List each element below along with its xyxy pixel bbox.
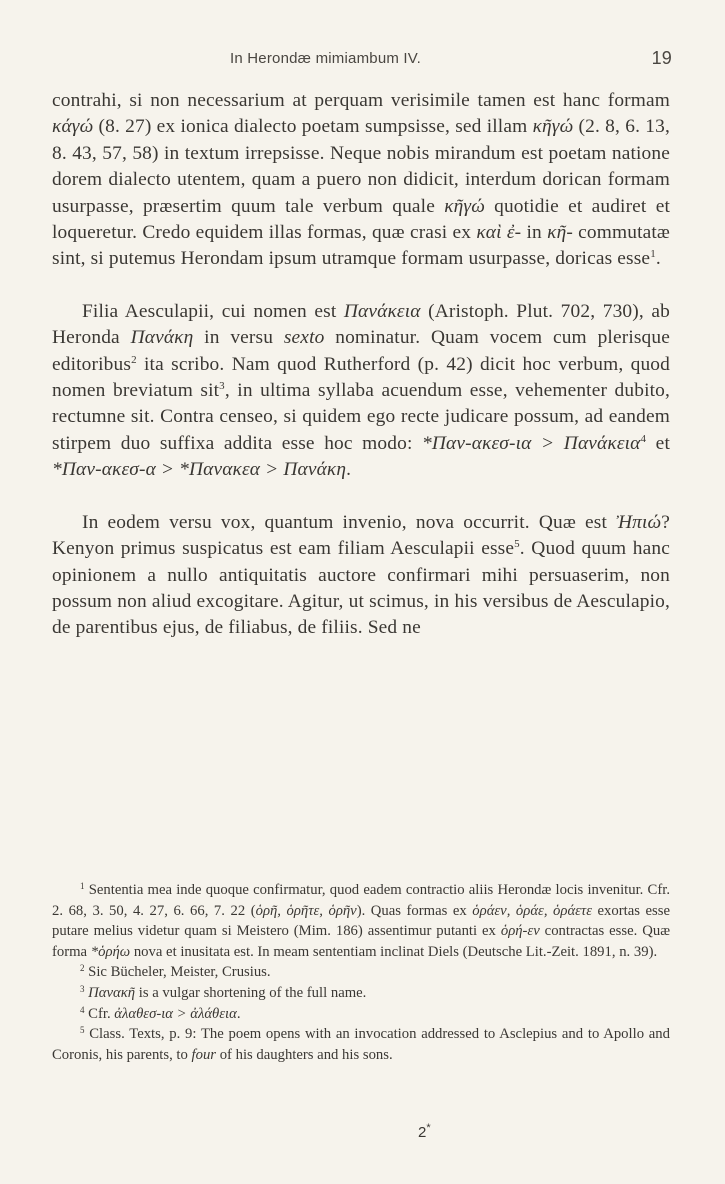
- greek-word: *ὁρήω: [90, 943, 131, 960]
- text-segment: (2. 8, 6. 13, 8. 43, 57, 58) in textum irrepsisse. Neque nobis mirandum est poetam natione dorem dialecto utentem, quam a puero non didicit, interdum dorican formam usurpasse, præsertim quum tale verbum quale: [52, 116, 670, 217]
- greek-word: Ἠπιώ: [616, 511, 662, 533]
- footnotes: [52, 880, 670, 1065]
- text-segment: nominatur. Quam vocem cum plerisque editoribus: [52, 327, 670, 375]
- text-segment: .: [346, 459, 352, 481]
- greek-word: Πανάκεια: [343, 300, 421, 322]
- paragraph-3: [52, 510, 670, 642]
- footnote-3: [52, 983, 670, 1004]
- text-segment: ). Quas formas ex: [356, 902, 473, 919]
- footnote-5: [52, 1024, 670, 1065]
- text-segment: ita scribo. Nam quod Rutherford (p. 42) dicit hoc verbum, quod nomen breviatum sit: [52, 353, 670, 402]
- text-segment: contrahi, si non necessarium at perquam verisimile tamen est hanc formam: [52, 90, 670, 111]
- footnote-ref-2[interactable]: 2: [131, 353, 137, 366]
- text-segment: Sic Bücheler, Meister, Crusius.: [84, 964, 271, 981]
- text-segment: Cfr.: [84, 1005, 115, 1022]
- greek-word: ἀλαθεσ-ια > ἀλάθεια: [114, 1005, 237, 1022]
- footnote-2: [52, 962, 670, 983]
- text-segment: (Aristoph. Plut. 702, 730), ab Heronda: [52, 300, 670, 349]
- greek-word: ὁρή-εν: [500, 923, 540, 940]
- greek-word: *Παν-ακεσ-ια > Πανάκεια: [422, 432, 641, 454]
- footnote-ref-5[interactable]: 5: [514, 538, 520, 551]
- footnote-mark: 1: [80, 881, 85, 891]
- footnote-mark: 2: [80, 963, 85, 974]
- text-segment: et: [646, 432, 670, 454]
- text-segment: .: [655, 248, 661, 270]
- text-segment: nova et inusitata est. In meam sententiam inclinat Diels (Deutsche Lit.-Zeit. 1891, n. 39).: [130, 943, 658, 960]
- text-segment: , in ultima syllaba acuendum esse, vehementer dubito, rectumne sit. Contra censeo, si quidem ego recte judicare possum, ad eandem stirpem duo suffixa addita esse hoc modo:: [52, 380, 670, 454]
- text-segment: in versu: [193, 327, 284, 349]
- text-segment: of his daughters and his sons.: [216, 1046, 393, 1063]
- greek-word: Πανάκη: [130, 327, 194, 349]
- text-segment: In eodem versu vox, quantum invenio, nova occurrit. Quæ est: [82, 511, 617, 533]
- paragraph-2: [52, 299, 670, 484]
- footnote-1: [52, 880, 670, 962]
- signature-number: 2: [418, 1124, 427, 1141]
- text-segment: (8. 27) ex ionica dialecto poetam sumpsisse, sed illam: [93, 116, 533, 138]
- signature-mark: [418, 1124, 431, 1141]
- text-segment: .: [236, 1005, 241, 1022]
- text-segment: ? Kenyon primus suspicatus est eam filiam Aesculapii esse: [52, 511, 670, 560]
- greek-word: Πανακῆ: [88, 984, 136, 1001]
- signature-asterisk: *: [426, 1122, 431, 1134]
- body-text: [52, 88, 670, 642]
- text-segment: Filia Aesculapii, cui nomen est: [82, 300, 344, 322]
- greek-word: *Παν-ακεσ-α > *Πανακεα > Πανάκη: [52, 459, 347, 481]
- footnote-ref-3[interactable]: 3: [219, 380, 225, 393]
- footnote-ref-4[interactable]: 4: [640, 432, 647, 445]
- text-segment: contractas esse. Quæ forma: [52, 923, 670, 960]
- italic-word: four: [191, 1046, 217, 1063]
- italic-word: sexto: [283, 327, 325, 349]
- text-segment: commutatæ sint, si putemus Herondam ipsum utramque formam usurpasse, doricas esse: [52, 222, 670, 270]
- greek-word: καὶ ἐ-: [476, 222, 522, 244]
- greek-word: κῆγώ: [532, 116, 574, 138]
- greek-word: ὁράεν, ὁράε, ὁράετε: [472, 902, 592, 919]
- text-segment: Class. Texts, p. 9: The poem opens with an invocation addressed to Asclepius and to Apollo and Coronis, his parents, to: [52, 1026, 670, 1063]
- footnote-mark: 3: [80, 983, 85, 994]
- page-header: [52, 50, 672, 72]
- text-segment: . Quod quum hanc opinionem a nullo antiquitatis auctore confirmari mihi persuaserim, non possum non aliud excogitare. Agitur, ut scimus, in his versibus de Aesculapio, de parentibus ejus, de filiabus, de filiis. Sed ne: [52, 538, 671, 639]
- greek-word: κάγώ: [52, 116, 94, 138]
- text-segment: exortas esse putare melius videtur quam si Meistero (Mim. 186) assentimur putanti ex: [52, 902, 670, 940]
- footnote-mark: 5: [80, 1025, 85, 1036]
- greek-word: κῆ-: [547, 222, 573, 244]
- paragraph-1: [52, 88, 670, 273]
- page-number: 19: [651, 48, 672, 68]
- footnote-4: [52, 1004, 670, 1025]
- running-title: In Herondæ mimiambum IV.: [230, 50, 421, 67]
- text-segment: in: [521, 222, 548, 244]
- text-segment: quotidie et audiret et loqueretur. Credo equidem illas formas, quæ crasi ex: [52, 195, 670, 244]
- footnote-mark: 4: [80, 1004, 85, 1015]
- footnote-ref-1[interactable]: 1: [650, 248, 656, 261]
- greek-word: ὁρῆ, ὁρῆτε, ὁρῆν: [255, 902, 357, 919]
- text-segment: Sententia mea inde quoque confirmatur, quod eadem contractio aliis Herondæ locis invenitur. Cfr. 2. 68, 3. 50, 4. 27, 6. 66, 7. 22 (: [52, 882, 670, 919]
- text-segment: is a vulgar shortening of the full name.: [135, 984, 367, 1001]
- greek-word: κῆγώ: [444, 195, 485, 217]
